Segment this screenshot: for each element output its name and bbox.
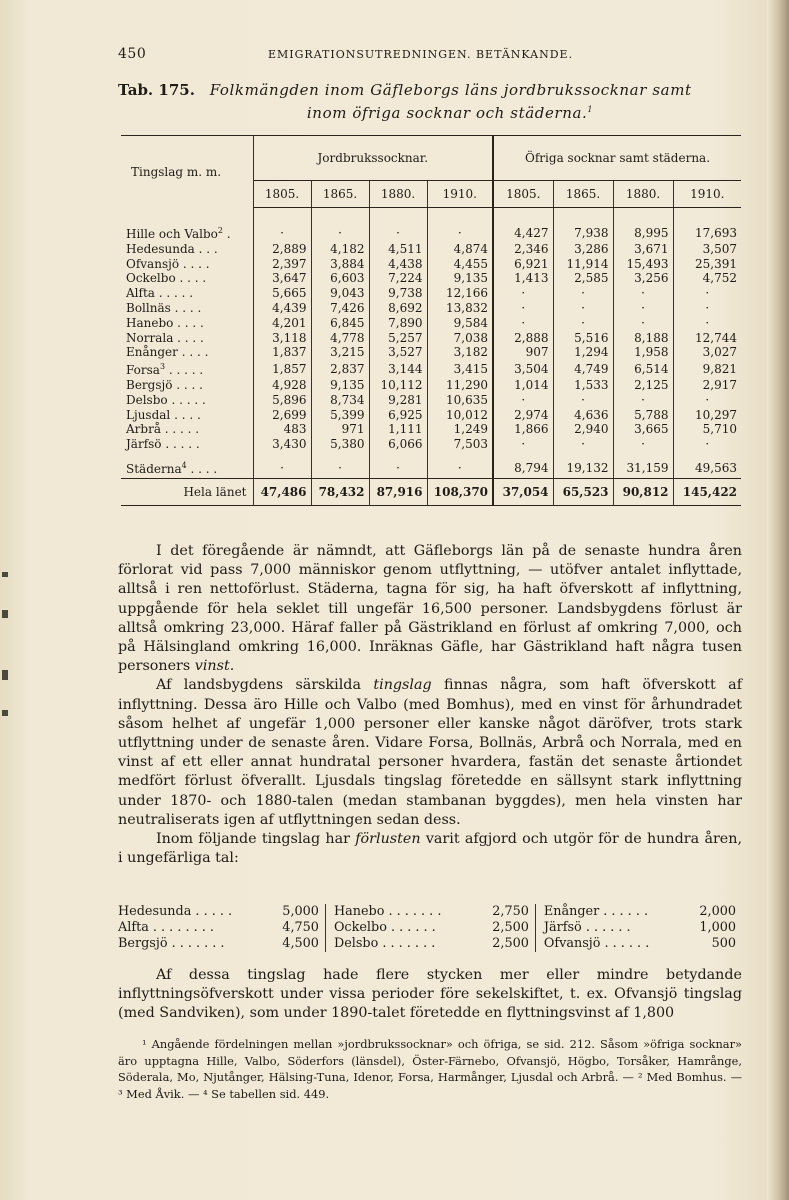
loss-value: 5,000 [282, 904, 319, 919]
table-cell: 7,224 [369, 271, 427, 286]
table-cell: · [673, 286, 741, 301]
table-cell: · [311, 224, 369, 242]
table-cell: 108,370 [427, 478, 493, 505]
loss-value: 2,750 [492, 904, 529, 919]
table-cell: 4,752 [673, 271, 741, 286]
table-cell: 25,391 [673, 257, 741, 272]
table-cell: 145,422 [673, 478, 741, 505]
table-cell: 5,380 [311, 437, 369, 452]
paragraph [118, 676, 742, 830]
table-row [121, 452, 741, 479]
loss-row [118, 904, 742, 920]
table-row [121, 478, 741, 505]
table-cell: 4,438 [369, 257, 427, 272]
table-cell: 971 [311, 422, 369, 437]
row-label-text: Bergsjö . . . . [126, 377, 203, 392]
caption-line-2-text: inom öfriga socknar och städerna. [306, 104, 588, 122]
table-cell: · [311, 452, 369, 479]
table-cell: 1,249 [427, 422, 493, 437]
table-cell: 13,832 [427, 301, 493, 316]
table-cell: 7,503 [427, 437, 493, 452]
table-cell: 5,665 [253, 286, 311, 301]
table-cell: 2,837 [311, 360, 369, 378]
table-cell: · [553, 316, 613, 331]
table-cell: 1,857 [253, 360, 311, 378]
row-label [121, 345, 253, 360]
table-cell: 9,821 [673, 360, 741, 378]
loss-row [118, 920, 742, 936]
table-cell: 2,974 [493, 408, 553, 423]
table-cell: 12,166 [427, 286, 493, 301]
table-cell: 10,112 [369, 378, 427, 393]
table-cell: 1,533 [553, 378, 613, 393]
table-cell: 6,925 [369, 408, 427, 423]
loss-value: 2,500 [492, 936, 529, 951]
table-cell: 4,511 [369, 242, 427, 257]
footnote-ref: 3 [159, 362, 166, 372]
row-label-text: Ofvansjö . . . . [126, 256, 210, 271]
footnotes [118, 1036, 742, 1102]
table-cell: · [673, 393, 741, 408]
table-cell: 10,297 [673, 408, 741, 423]
row-label [121, 316, 253, 331]
table-row [121, 331, 741, 346]
body-text-continued [118, 966, 742, 1024]
population-table [121, 135, 741, 506]
table-cell: · [493, 286, 553, 301]
table-cell: 3,504 [493, 360, 553, 378]
loss-name: Delsbo . . . . . . . [325, 936, 478, 952]
table-cell: 9,584 [427, 316, 493, 331]
paragraph: Af dessa tingslag hade flere stycken mer eller mindre betydande inflyttningsöfverskott under vissa perioder före sekelskiftet, t. ex. Ofvansjö tingslag (med Sandviken), som under 1890-talet företedde en flyttningsvinst af 1,800 [118, 967, 742, 1022]
table-row [121, 316, 741, 331]
table-label: Tab. 175. [118, 81, 195, 99]
table-cell: 1,014 [493, 378, 553, 393]
loss-value: 2,000 [699, 904, 736, 919]
loss-name: Hedesunda . . . . . [118, 904, 233, 919]
year-header: 1880. [613, 181, 673, 208]
table-cell: · [553, 301, 613, 316]
table-cell: 3,182 [427, 345, 493, 360]
loss-name: Hanebo . . . . . . . [325, 904, 478, 920]
spacer-cell [613, 208, 673, 225]
paragraph-text: Inom följande tingslag har [156, 831, 350, 848]
row-label-text: Ockelbo . . . . [126, 271, 207, 286]
table-cell: 3,027 [673, 345, 741, 360]
row-label [121, 271, 253, 286]
loss-name: Alfta . . . . . . . . [118, 920, 214, 935]
table-cell: · [369, 452, 427, 479]
spacer-cell [311, 208, 369, 225]
table-cell: 3,430 [253, 437, 311, 452]
table-cell: 9,738 [369, 286, 427, 301]
table-row [121, 360, 741, 378]
table-cell: · [613, 301, 673, 316]
spacer-cell [427, 208, 493, 225]
table-cell: 6,921 [493, 257, 553, 272]
table-cell: 11,290 [427, 378, 493, 393]
table-cell: 2,397 [253, 257, 311, 272]
table-cell: 8,995 [613, 224, 673, 242]
table-cell: 3,118 [253, 331, 311, 346]
leader-dots: . . . . [186, 462, 218, 477]
loss-name: Ofvansjö . . . . . . [535, 936, 685, 952]
table-cell: 5,516 [553, 331, 613, 346]
table-cell: 3,671 [613, 242, 673, 257]
footnote-ref: 4 [181, 461, 187, 471]
loss-table [118, 904, 742, 952]
row-label-text: Forsa [126, 363, 160, 378]
row-label [121, 478, 253, 505]
table-cell: 1,837 [253, 345, 311, 360]
table-cell: 49,563 [673, 452, 741, 479]
table-cell: 5,257 [369, 331, 427, 346]
table-cell: 37,054 [493, 478, 553, 505]
table-caption [118, 80, 742, 123]
table-cell: · [493, 393, 553, 408]
loss-name: Ockelbo . . . . . . [325, 920, 478, 936]
table-cell: 8,794 [493, 452, 553, 479]
caption-line-2 [158, 100, 742, 123]
row-label-text: Bollnäs . . . . [126, 300, 202, 315]
table-cell: 2,346 [493, 242, 553, 257]
table-cell: 5,896 [253, 393, 311, 408]
table-cell: 483 [253, 422, 311, 437]
table-cell: 7,426 [311, 301, 369, 316]
table-cell: 1,866 [493, 422, 553, 437]
table-cell: 8,692 [369, 301, 427, 316]
table-row [121, 408, 741, 423]
row-label [121, 408, 253, 423]
table-cell: · [253, 224, 311, 242]
table-cell: 4,455 [427, 257, 493, 272]
table-cell: · [613, 393, 673, 408]
table-cell: 6,066 [369, 437, 427, 452]
table-row [121, 393, 741, 408]
table-cell: 5,788 [613, 408, 673, 423]
year-header: 1910. [673, 181, 741, 208]
table-row [121, 437, 741, 452]
row-label-text: Enånger . . . . [126, 345, 209, 360]
table-cell: 7,890 [369, 316, 427, 331]
emphasis: vinst. [194, 658, 235, 675]
table-body [121, 208, 741, 505]
table-row [121, 345, 741, 360]
table-cell: 9,281 [369, 393, 427, 408]
loss-value: 1,000 [699, 920, 736, 935]
row-label-text: Norrala . . . . [126, 330, 204, 345]
loss-row [118, 936, 742, 952]
table-cell: 4,427 [493, 224, 553, 242]
row-label-text: Hela länet [183, 484, 247, 499]
table-cell: 5,399 [311, 408, 369, 423]
paragraph-text: I det föregående är nämndt, att Gäfleborgs län på de senaste hundra åren förlorat vid pass 7,000 människor genom utflyttning, — utöfver antalet inflyttade, alltså i ren nettoförlust. Städerna, tagna för sig, ha haft öfverskott af inflyttning, uppgående för hela seklet till ungefär 16,500 personer. Landsbygdens förlust är alltså omkring 23,000. Häraf faller på Gästrikland en förlust af omkring 7,000, och på Hälsingland omkring 16,000. Inräknas Gäfle, har Gästrikland haft några tusen personers [118, 543, 742, 675]
row-label [121, 286, 253, 301]
table-cell: 9,135 [427, 271, 493, 286]
table-cell: 2,125 [613, 378, 673, 393]
table-row [121, 224, 741, 242]
leader-dots: . [222, 227, 231, 241]
row-label-text: Hanebo . . . . [126, 315, 204, 330]
leader-dots: . . . . . [165, 363, 204, 378]
table-row [121, 286, 741, 301]
row-label-text: Hedesunda . . . [126, 241, 218, 256]
table-cell: 6,603 [311, 271, 369, 286]
row-label [121, 257, 253, 272]
group-header-other: Öfriga socknar samt städerna. [493, 136, 741, 181]
stub-header: Tingslag m. m. [131, 164, 222, 179]
table-cell: 9,135 [311, 378, 369, 393]
body-text [118, 542, 742, 868]
spacer-cell [553, 208, 613, 225]
row-label [121, 437, 253, 452]
paragraph-text: varit afgjord och utgör för de hundra åren, i ungefärliga tal: [118, 831, 743, 867]
table-cell: 31,159 [613, 452, 673, 479]
spacer-cell [253, 208, 311, 225]
table-cell: · [673, 316, 741, 331]
table-cell: 19,132 [553, 452, 613, 479]
loss-value: 4,500 [282, 936, 319, 951]
table-cell: 2,699 [253, 408, 311, 423]
table-cell: 90,812 [613, 478, 673, 505]
row-label [121, 422, 253, 437]
page-edge-marks [0, 560, 12, 760]
spacer-cell [121, 208, 253, 225]
table-cell: · [553, 393, 613, 408]
emphasis: förlusten [355, 831, 421, 848]
table-cell: 4,778 [311, 331, 369, 346]
table-cell: 10,635 [427, 393, 493, 408]
table-row [121, 242, 741, 257]
table-row [121, 271, 741, 286]
group-header-agricultural: Jordbrukssocknar. [253, 136, 493, 181]
table-cell: 6,845 [311, 316, 369, 331]
loss-name: Bergsjö . . . . . . . [118, 936, 225, 951]
table-cell: 7,938 [553, 224, 613, 242]
spacer-row [121, 208, 741, 225]
loss-value: 2,500 [492, 920, 529, 935]
table-cell: 3,215 [311, 345, 369, 360]
row-label [121, 301, 253, 316]
year-header: 1805. [493, 181, 553, 208]
table-cell: · [493, 316, 553, 331]
row-label [121, 378, 253, 393]
table-cell: 9,043 [311, 286, 369, 301]
table-cell: 4,749 [553, 360, 613, 378]
footnote-ref: 2 [217, 226, 223, 235]
table-cell: 1,111 [369, 422, 427, 437]
table-cell: · [613, 437, 673, 452]
page-spine-shadow [767, 0, 789, 1200]
table-cell: 8,188 [613, 331, 673, 346]
spacer-cell [369, 208, 427, 225]
table-cell: · [613, 286, 673, 301]
table-cell: · [553, 286, 613, 301]
table-cell: 65,523 [553, 478, 613, 505]
table-row [121, 422, 741, 437]
table-cell: 6,514 [613, 360, 673, 378]
table-cell: 1,413 [493, 271, 553, 286]
spacer-cell [493, 208, 553, 225]
loss-value: 500 [711, 936, 736, 951]
table-cell: 4,874 [427, 242, 493, 257]
row-label-text: Ljusdal . . . . [126, 407, 201, 422]
table-cell: 12,744 [673, 331, 741, 346]
row-label-text: Järfsö . . . . . [126, 437, 200, 452]
table-cell: 3,665 [613, 422, 673, 437]
year-header: 1805. [253, 181, 311, 208]
table-cell: 15,493 [613, 257, 673, 272]
year-header: 1865. [311, 181, 369, 208]
loss-name: Enånger . . . . . . [535, 904, 685, 920]
table-cell: · [493, 437, 553, 452]
loss-table-body [118, 904, 742, 952]
row-label [121, 331, 253, 346]
table-cell: · [673, 437, 741, 452]
table-cell: 4,928 [253, 378, 311, 393]
table-row [121, 257, 741, 272]
paragraph-text: Af landsbygdens särskilda [156, 677, 361, 694]
table-cell: 8,734 [311, 393, 369, 408]
table-cell: 2,917 [673, 378, 741, 393]
table-cell: 11,914 [553, 257, 613, 272]
table-cell: 3,286 [553, 242, 613, 257]
paragraph-text: finnas några, som haft öfverskott af inflyttning. Dessa äro Hille och Valbo (med Bomhus), med en vinst för århundradet såsom helhet af ungefär 1,000 personer eller kanske något däröfver, trots stark utflyttning under de senaste åren. Vidare Forsa, Bollnäs, Arbrå och Norrala, med en vinst af ett eller annat hundratal personer hvardera, fastän det senaste årtiondet medfört förlust öfverallt. Ljusdals tingslag företedde en sällsynt stark inflyttning under 1870- och 1880-talen (medan stambanan byggdes), men hela vinsten har neutraliserats igen af utflyttningen sedan dess. [118, 677, 742, 828]
table-cell: · [673, 301, 741, 316]
row-label [121, 452, 253, 479]
loss-value: 4,750 [282, 920, 319, 935]
footnote-ref: 1 [587, 105, 594, 114]
table-cell: 47,486 [253, 478, 311, 505]
table-cell: 5,710 [673, 422, 741, 437]
row-label-text: Städerna [126, 462, 182, 477]
table-cell: 3,256 [613, 271, 673, 286]
page-number: 450 [118, 46, 147, 62]
table-cell: 10,012 [427, 408, 493, 423]
table-cell: 7,038 [427, 331, 493, 346]
table-cell: 17,693 [673, 224, 741, 242]
row-label [121, 224, 253, 242]
year-header: 1880. [369, 181, 427, 208]
loss-name: Järfsö . . . . . . [535, 920, 685, 936]
table-cell: 2,940 [553, 422, 613, 437]
row-label-text: Delsbo . . . . . [126, 392, 206, 407]
table-cell: · [553, 437, 613, 452]
table-cell: 4,201 [253, 316, 311, 331]
table-cell: · [369, 224, 427, 242]
table-cell: 3,507 [673, 242, 741, 257]
table-cell: · [253, 452, 311, 479]
table-cell: 4,636 [553, 408, 613, 423]
paragraph [118, 830, 742, 868]
caption-line-1: Folkmängden inom Gäfleborgs läns jordbrukssocknar samt [209, 81, 692, 99]
table-row [121, 378, 741, 393]
table-cell: · [493, 301, 553, 316]
running-title: EMIGRATIONSUTREDNINGEN. BETÄNKANDE. [268, 48, 574, 61]
table-cell: · [613, 316, 673, 331]
table-cell: 4,439 [253, 301, 311, 316]
year-header: 1910. [427, 181, 493, 208]
table-cell: 1,958 [613, 345, 673, 360]
table-cell: 2,888 [493, 331, 553, 346]
table-cell: 2,889 [253, 242, 311, 257]
table-cell: 3,647 [253, 271, 311, 286]
row-label [121, 393, 253, 408]
spacer-cell [673, 208, 741, 225]
row-label [121, 242, 253, 257]
table-cell: 78,432 [311, 478, 369, 505]
table-cell: 3,144 [369, 360, 427, 378]
table-cell: 3,527 [369, 345, 427, 360]
table-cell: · [427, 224, 493, 242]
table-cell: 3,884 [311, 257, 369, 272]
emphasis: tingslag [373, 677, 432, 694]
table-row [121, 301, 741, 316]
footnote-text: ¹ Angående fördelningen mellan »jordbrukssocknar» och öfriga, se sid. 212. Såsom »öfriga socknar» äro upptagna Hille, Valbo, Söderfors (länsdel), Öster-Färnebo, Ofvansjö, Högbo, Torsåker, Hamrånge, Söderala, Mo, Njutånger, Hälsing-Tuna, Idenor, Forsa, Harmånger, Ljusdal och Arbrå. — ² Med Bomhus. — ³ Med Åvik. — ⁴ Se tabellen sid. 449. [118, 1037, 742, 1101]
row-label-text: Arbrå . . . . . [126, 422, 200, 437]
row-label-text: Alfta . . . . . [126, 286, 194, 301]
row-label [121, 360, 253, 378]
year-header: 1865. [553, 181, 613, 208]
paragraph [118, 542, 742, 676]
table-cell: 1,294 [553, 345, 613, 360]
table-cell: 87,916 [369, 478, 427, 505]
table-cell: 2,585 [553, 271, 613, 286]
table-cell: 4,182 [311, 242, 369, 257]
table-cell: 3,415 [427, 360, 493, 378]
table-cell: 907 [493, 345, 553, 360]
row-label-text: Hille och Valbo [126, 227, 218, 241]
table-cell: · [427, 452, 493, 479]
